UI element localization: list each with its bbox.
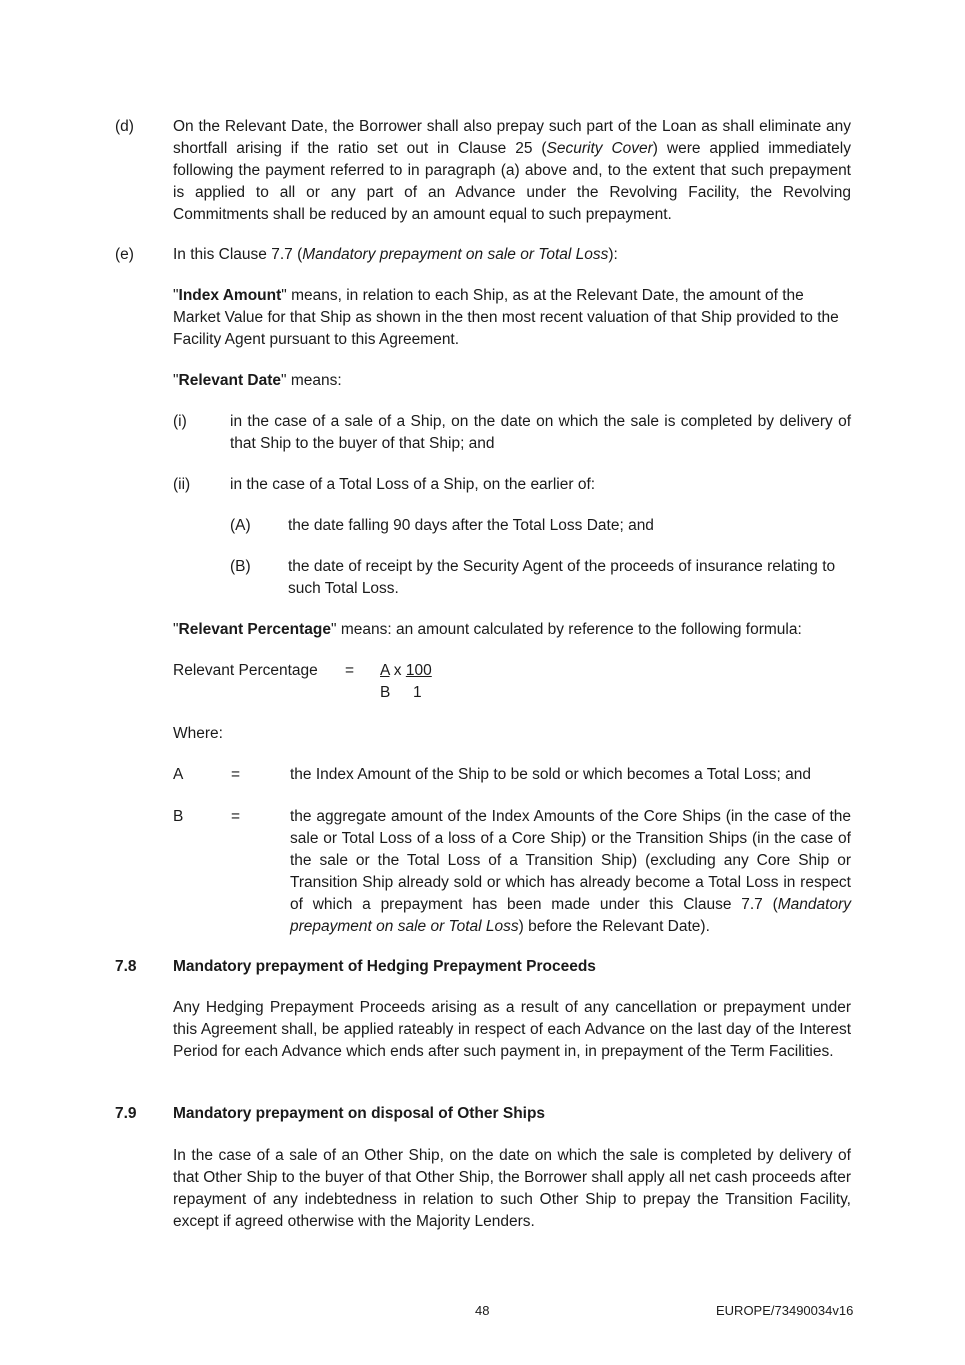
page-number: 48 <box>475 1303 490 1318</box>
symbol-b-definition: the aggregate amount of the Index Amounts of the Core Ships (in the case of the sale or Total Loss of a loss of a Core Ship) or the Transition Ships (in the case of the sale or the Total Loss of a Transition Ship) (excluding any Core Ship or Transition Ship already sold or which has already become a Total Loss in respect of which a prepayment has been made under this Clause 7.7 (Mandatory prepayment on sale or Total Loss) before the Relevant Date). <box>290 808 851 935</box>
section-7-8-number: 7.8 <box>115 958 137 975</box>
clause-e-text: In this Clause 7.7 (Mandatory prepayment on sale or Total Loss): <box>173 246 618 263</box>
section-7-8-heading: Mandatory prepayment of Hedging Prepayment Proceeds <box>173 958 596 975</box>
item-i-text: in the case of a sale of a Ship, on the date on which the sale is completed by delivery of that Ship to the buyer of that Ship; and <box>230 413 851 452</box>
item-ii-label: (ii) <box>173 476 191 493</box>
item-A-label: (A) <box>230 517 251 534</box>
section-7-9-number: 7.9 <box>115 1105 137 1122</box>
index-amount-definition: "Index Amount" means, in relation to each Ship, as at the Relevant Date, the amount of the Market Value for that Ship as shown in the then most recent valuation of that Ship provided to the Facility Agent pursuant to this Agreement. <box>173 287 839 348</box>
section-7-9-body: In the case of a sale of an Other Ship, on the date on which the sale is completed by delivery of that Other Ship to the buyer of that Other Ship, the Borrower shall apply all net cash proceeds after repayment of any indebtedness in relation to such Other Ship to prepay the Transition Facility, except if agreed otherwise with the Majority Lenders. <box>173 1147 851 1230</box>
item-i-label: (i) <box>173 413 187 430</box>
symbol-b-equals: = <box>231 808 241 825</box>
document-reference: EUROPE/73490034v16 <box>716 1303 854 1318</box>
item-A-text: the date falling 90 days after the Total Loss Date; and <box>288 517 654 534</box>
section-7-9-heading: Mandatory prepayment on disposal of Other Ships <box>173 1105 546 1122</box>
symbol-a-definition: the Index Amount of the Ship to be sold or which becomes a Total Loss; and <box>290 766 812 783</box>
formula-denominator-b: B <box>380 684 391 701</box>
item-ii-text: in the case of a Total Loss of a Ship, on the earlier of: <box>230 476 596 493</box>
where-label: Where: <box>173 725 223 742</box>
formula-lhs: Relevant Percentage <box>173 662 318 679</box>
relevant-percentage-definition: "Relevant Percentage" means: an amount calculated by reference to the following formula: <box>173 621 802 638</box>
formula-numerator: A x 100 <box>380 662 432 679</box>
formula-denominator-1: 1 <box>413 684 422 701</box>
clause-d-label: (d) <box>115 118 134 135</box>
relevant-date-definition: "Relevant Date" means: <box>173 372 342 389</box>
item-B-text: the date of receipt by the Security Agent of the proceeds of insurance relating to such Total Loss. <box>288 558 836 597</box>
formula-equals: = <box>345 662 355 679</box>
clause-d-text: On the Relevant Date, the Borrower shall also prepay such part of the Loan as shall eliminate any shortfall arising if the ratio set out in Clause 25 (Security Cover) were applied immediately following the payment referred to in paragraph (a) above and, to the extent that such prepayment is applied to all or any part of an Advance under the Revolving Facility, the Revolving Commitments shall be reduced by an amount equal to such prepayment. <box>173 118 851 223</box>
symbol-a: A <box>173 766 184 783</box>
symbol-a-equals: = <box>231 766 241 783</box>
symbol-b: B <box>173 808 184 825</box>
item-B-label: (B) <box>230 558 251 575</box>
clause-e-label: (e) <box>115 246 134 263</box>
section-7-8-body: Any Hedging Prepayment Proceeds arising as a result of any cancellation or prepayment under this Agreement shall, be applied rateably in respect of each Advance on the last day of the Interest Period for each Advance which ends after such payment in, in prepayment of the Term Facilities. <box>173 999 851 1060</box>
